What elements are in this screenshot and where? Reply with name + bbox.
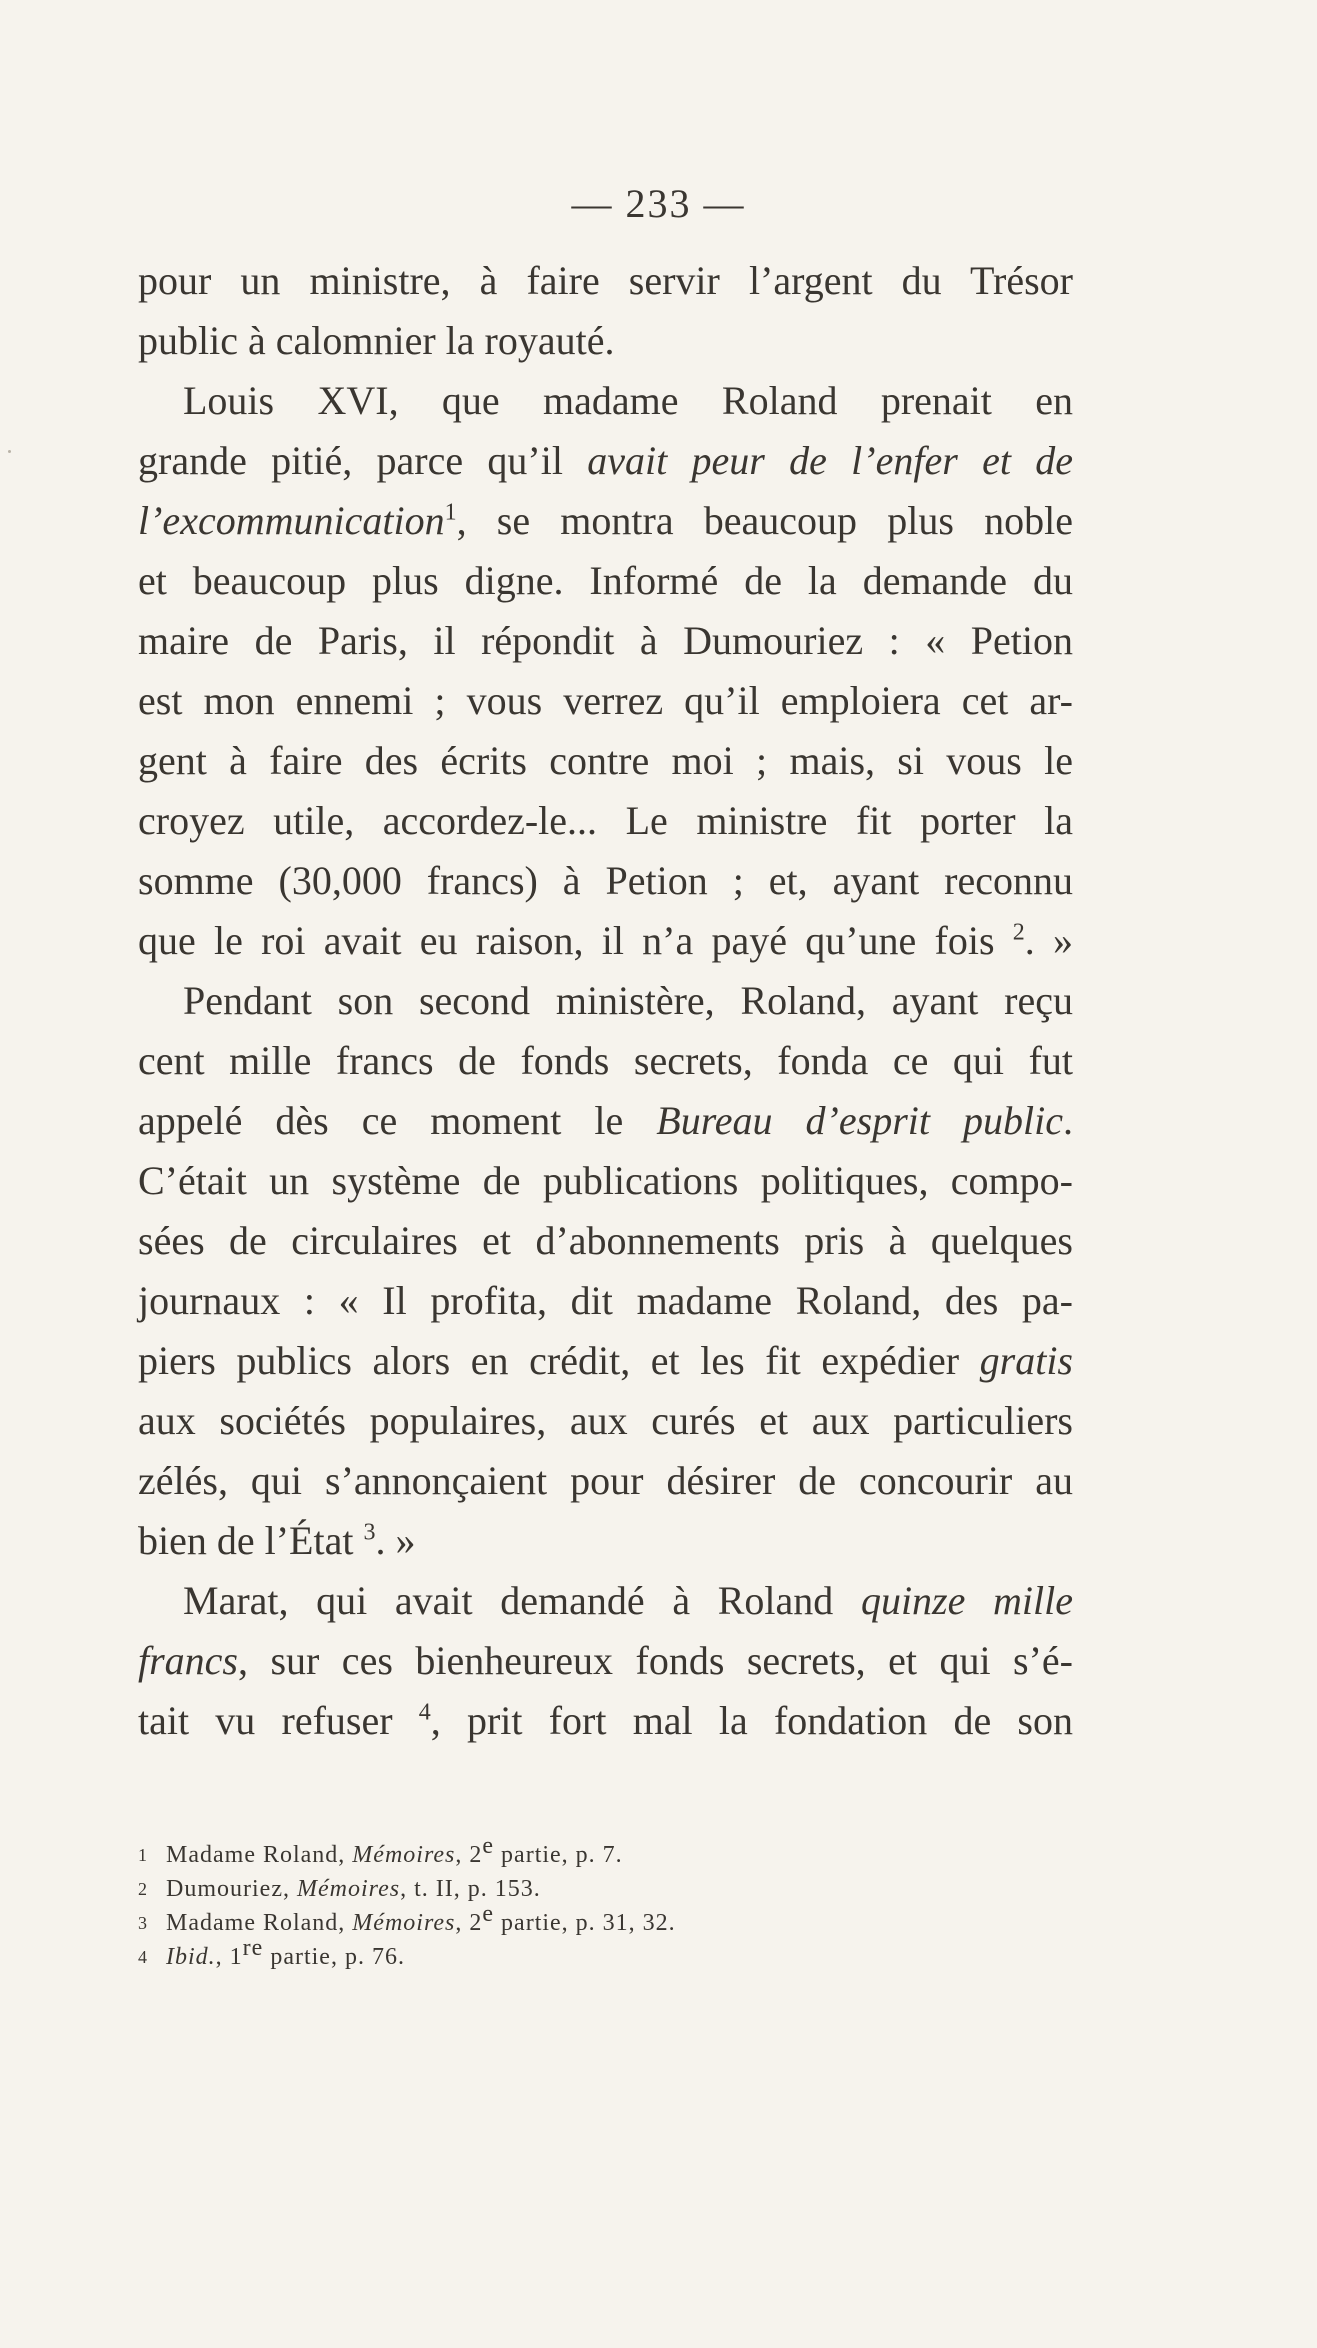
footnote <box>138 1833 1073 1872</box>
text-line <box>138 1571 1073 1631</box>
italic-text: Mémoires <box>296 1876 401 1902</box>
text-run: , 1 <box>215 1944 243 1970</box>
text-run: . <box>1063 1098 1073 1143</box>
italic-text: quinze mille <box>860 1578 1074 1623</box>
text-line <box>138 791 1073 851</box>
text-line <box>138 611 1073 671</box>
footnote-marker: 3 <box>138 1913 148 1933</box>
note-reference: 2 <box>1012 919 1025 946</box>
text-line <box>138 1391 1073 1451</box>
text-run: cent mille francs de fonds secrets, fonda ce qui fut <box>138 1038 1073 1083</box>
text-run: et beaucoup plus digne. Informé de la demande du <box>138 558 1073 603</box>
text-run: C’était un système de publications politiques, compo- <box>138 1158 1073 1203</box>
text-line <box>138 671 1073 731</box>
text-run: , sur ces bienheureux fonds secrets, et qui s’é- <box>238 1638 1073 1683</box>
italic-text: Mémoires <box>352 1910 456 1936</box>
note-reference: e <box>482 1833 495 1859</box>
text-line <box>138 1511 1073 1571</box>
text-run: public à calomnier la royauté. <box>138 318 615 363</box>
note-reference: 3 <box>363 1519 376 1546</box>
text-line <box>138 251 1073 311</box>
text-run: Madame Roland, <box>166 1910 353 1936</box>
text-run: Dumouriez, <box>166 1876 297 1902</box>
italic-text: francs <box>138 1638 238 1683</box>
text-run: croyez utile, accordez-le... Le ministre fit porter la <box>138 798 1073 843</box>
text-run: Marat, qui avait demandé à Roland <box>183 1578 861 1623</box>
footnote-marker: 2 <box>138 1879 148 1899</box>
text-run: que le roi avait eu raison, il n’a payé qu’une fois <box>138 918 1013 963</box>
italic-text: l’excommunication <box>138 498 445 543</box>
text-run: . » <box>375 1518 416 1563</box>
text-run: bien de l’État <box>138 1518 364 1563</box>
footnote-marker: 1 <box>138 1845 148 1865</box>
text-line <box>138 551 1073 611</box>
text-run: sées de circulaires et d’abonnements pris à quelques <box>138 1218 1073 1263</box>
text-run: aux sociétés populaires, aux curés et aux particuliers <box>138 1398 1073 1443</box>
text-run: , se montra beaucoup plus noble <box>456 498 1073 543</box>
text-run: gent à faire des écrits contre moi ; mais, si vous le <box>138 738 1073 783</box>
text-line <box>138 851 1073 911</box>
text-run: , t. II, p. 153. <box>400 1876 541 1902</box>
text-run: journaux : « Il profita, dit madame Roland, des pa- <box>138 1278 1073 1323</box>
text-line <box>138 1031 1073 1091</box>
text-line <box>138 1151 1073 1211</box>
italic-text: gratis <box>979 1338 1073 1383</box>
italic-text: Bureau d’esprit public <box>656 1098 1063 1143</box>
text-run: Louis XVI, que madame Roland prenait en <box>183 378 1073 423</box>
text-line <box>138 1451 1073 1511</box>
footnote <box>138 1872 1073 1906</box>
note-reference: re <box>242 1935 264 1961</box>
text-run: . » <box>1024 918 1073 963</box>
text-run: zélés, qui s’annonçaient pour désirer de concourir au <box>138 1458 1073 1503</box>
body-text <box>138 251 1073 1751</box>
text-run: Madame Roland, <box>166 1842 353 1868</box>
text-line <box>138 971 1073 1031</box>
text-line <box>138 311 1073 371</box>
text-run: , 2 <box>455 1910 483 1936</box>
note-reference: 4 <box>418 1699 431 1726</box>
text-line <box>138 431 1073 491</box>
text-line <box>138 1091 1073 1151</box>
text-line <box>138 1691 1073 1751</box>
footnote <box>138 1935 1073 1974</box>
text-run: Pendant son second ministère, Roland, ayant reçu <box>183 978 1073 1023</box>
text-run: appelé dès ce moment le <box>138 1098 657 1143</box>
text-line <box>138 1331 1073 1391</box>
note-reference: 1 <box>444 499 457 526</box>
text-run: pour un ministre, à faire servir l’argent du Trésor <box>138 258 1073 303</box>
footnote <box>138 1901 1073 1940</box>
note-reference: e <box>482 1901 495 1927</box>
text-run: partie, p. 76. <box>263 1944 405 1970</box>
text-run: , 2 <box>455 1842 483 1868</box>
text-run: somme (30,000 francs) à Petion ; et, ayant reconnu <box>138 858 1073 903</box>
text-run: tait vu refuser <box>138 1698 419 1743</box>
italic-text: avait peur de l’enfer et de <box>587 438 1073 483</box>
footnote-marker: 4 <box>138 1947 148 1967</box>
text-line <box>138 1271 1073 1331</box>
text-line <box>138 371 1073 431</box>
italic-text: Mémoires <box>352 1842 456 1868</box>
text-line <box>138 911 1073 971</box>
footnotes <box>138 1833 1073 1974</box>
italic-text: Ibid. <box>166 1944 216 1970</box>
text-run: est mon ennemi ; vous verrez qu’il emploiera cet ar- <box>138 678 1073 723</box>
text-line <box>138 731 1073 791</box>
text-line <box>138 1211 1073 1271</box>
text-line <box>138 491 1073 551</box>
text-run: grande pitié, parce qu’il <box>138 438 588 483</box>
text-run: piers publics alors en crédit, et les fit expédier <box>138 1338 980 1383</box>
text-line <box>138 1631 1073 1691</box>
text-run: maire de Paris, il répondit à Dumouriez : « Petion <box>138 618 1073 663</box>
text-run: , prit fort mal la fondation de son <box>430 1698 1073 1743</box>
page-number: — 233 — <box>571 181 746 226</box>
text-run: partie, p. 7. <box>494 1842 623 1868</box>
paper-speck <box>8 450 11 453</box>
text-run: partie, p. 31, 32. <box>494 1910 676 1936</box>
